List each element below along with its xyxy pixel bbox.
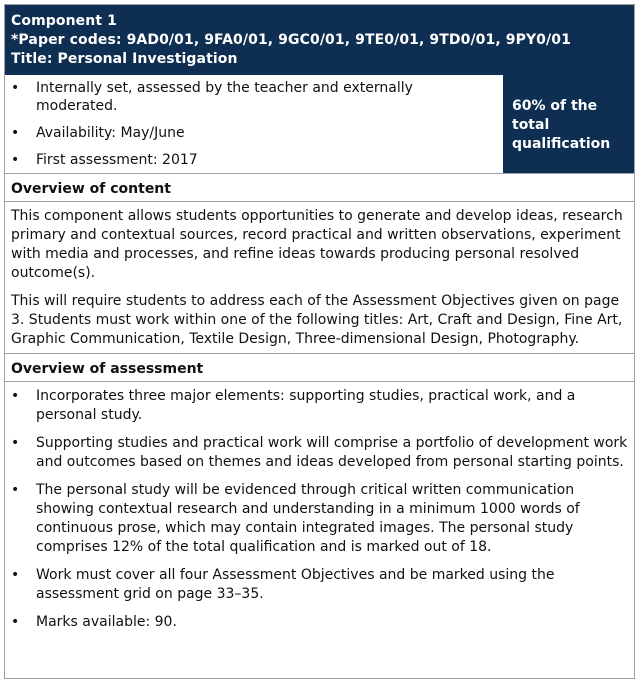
info-list — [11, 79, 497, 169]
info-list-container — [5, 75, 503, 173]
assessment-body — [5, 382, 634, 636]
content-body — [5, 202, 634, 353]
info-row — [5, 75, 634, 174]
assessment-heading: Overview of assessment — [5, 354, 634, 382]
assessment-item-text: Marks available: 90. — [36, 614, 177, 630]
info-item-text: Internally set, assessed by the teacher and externally moderated. — [36, 80, 413, 114]
component-title: Title: Personal Investigation — [11, 51, 238, 67]
bullet-icon: • — [11, 614, 20, 630]
assessment-list — [11, 387, 628, 632]
assessment-item — [11, 434, 628, 472]
paper-codes: *Paper codes: 9AD0/01, 9FA0/01, 9GC0/01, 9TE0/01, 9TD0/01, 9PY0/01 — [11, 32, 571, 48]
assessment-section — [5, 354, 634, 636]
bullet-icon: • — [11, 567, 20, 583]
assessment-item-text: Supporting studies and practical work will comprise a portfolio of development work and outcomes based on themes and ideas developed from personal starting points. — [36, 435, 628, 470]
info-item-text: Availability: May/June — [36, 125, 185, 141]
assessment-item — [11, 481, 628, 557]
assessment-item — [11, 613, 628, 632]
bullet-icon: • — [11, 435, 20, 451]
content-heading: Overview of content — [5, 174, 634, 202]
assessment-item — [11, 566, 628, 604]
info-item-text: First assessment: 2017 — [36, 152, 198, 168]
bullet-icon: • — [11, 125, 20, 141]
component-header — [5, 5, 634, 75]
bullet-icon: • — [11, 482, 20, 498]
info-item — [11, 79, 497, 115]
content-paragraph: This component allows students opportunities to generate and develop ideas, research primary and contextual sources, record practical and written observations, experiment with media and processes, and refine ideas towards producing personal resolved outcome(s). — [11, 208, 623, 281]
assessment-item-text: Incorporates three major elements: supporting studies, practical work, and a personal study. — [36, 388, 576, 423]
assessment-item-text: Work must cover all four Assessment Objectives and be marked using the assessment grid on page 33–35. — [36, 567, 555, 602]
bullet-icon: • — [11, 152, 20, 168]
spec-table — [4, 4, 635, 679]
weighting-box: 60% of the total qualification — [503, 75, 634, 173]
component-number: Component 1 — [11, 13, 117, 29]
assessment-item-text: The personal study will be evidenced through critical written communication showing contextual research and understanding in a minimum 1000 words of continuous prose, which may contain integrated images. The personal study comprises 12% of the total qualification and is marked out of 18. — [36, 482, 580, 555]
content-section — [5, 174, 634, 354]
bullet-icon: • — [11, 388, 20, 404]
content-paragraph: This will require students to address each of the Assessment Objectives given on page 3. Students must work within one of the following titles: Art, Craft and Design, Fine Art, Graphic Communication, Textile Design, Three-dimensional Design, Photography. — [11, 293, 623, 347]
info-item — [11, 151, 497, 169]
assessment-item — [11, 387, 628, 425]
info-item — [11, 124, 497, 142]
bullet-icon: • — [11, 80, 20, 96]
